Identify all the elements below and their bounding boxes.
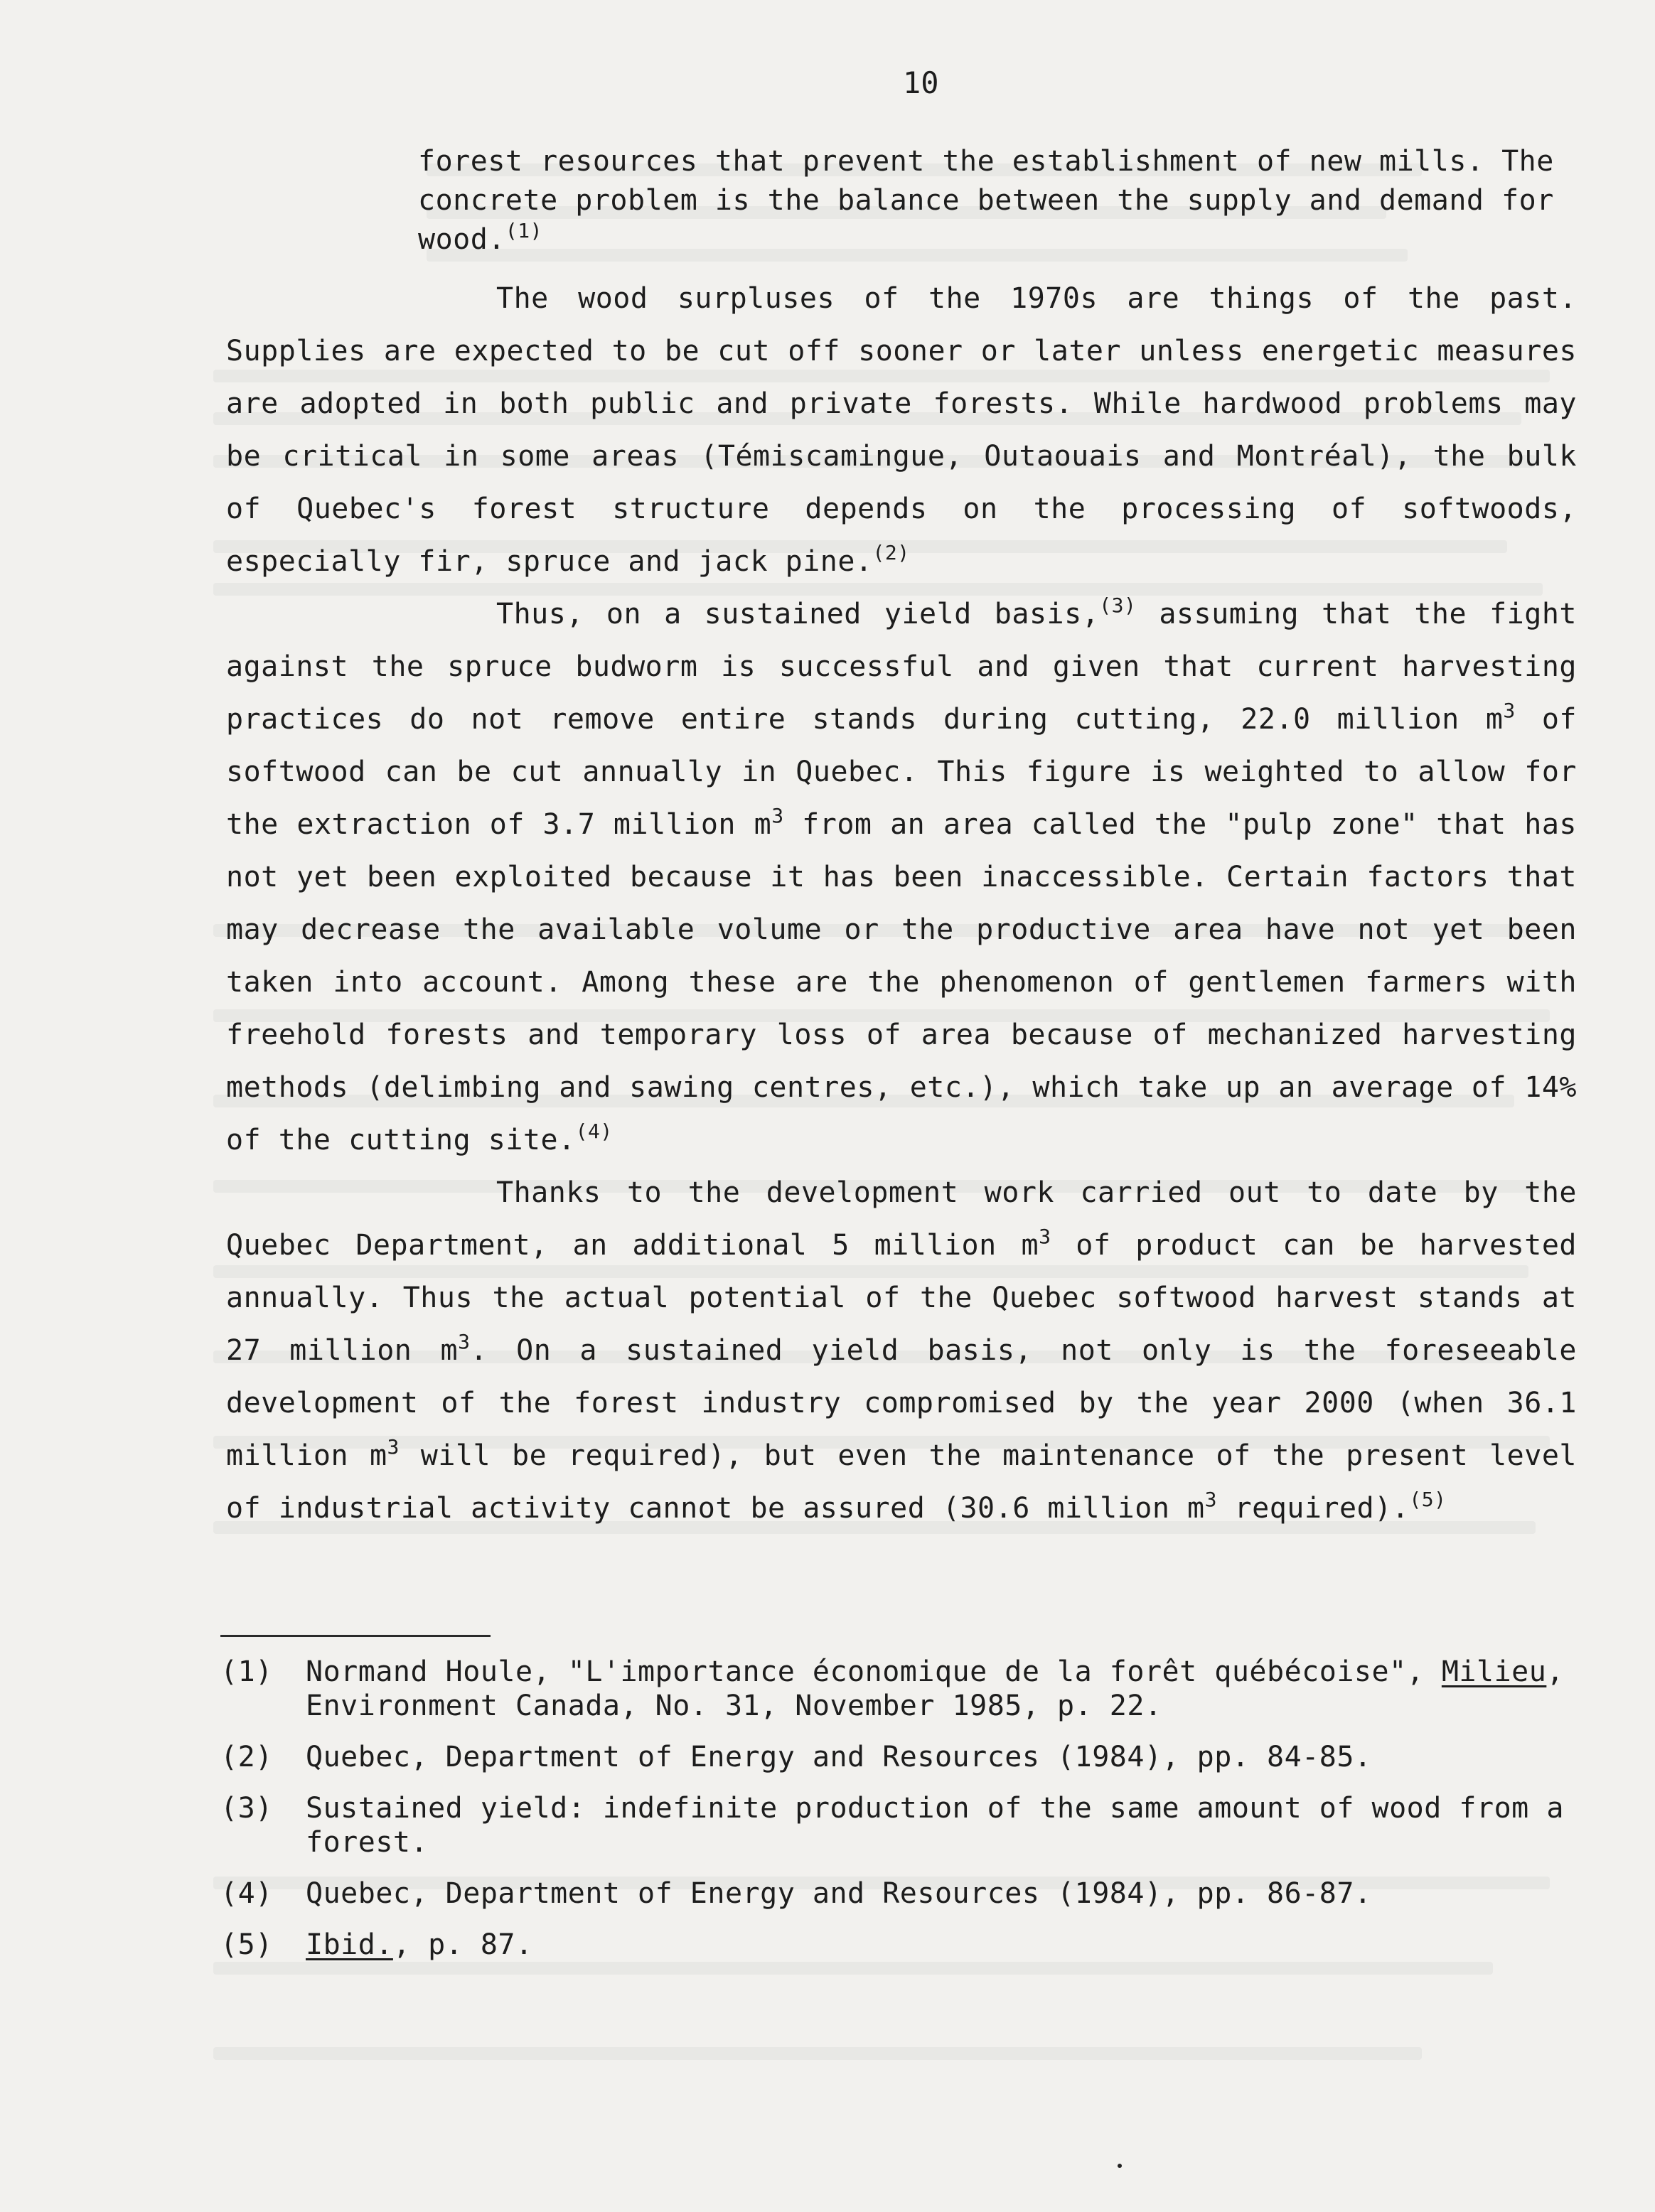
footnote-number: (5) [220, 1928, 273, 1961]
footnote [220, 1740, 1571, 1774]
footnote-text-part: Normand Houle, "L'importance économique de la forêt québécoise", [306, 1655, 1442, 1688]
footnote-number: (2) [220, 1741, 273, 1773]
footnote-number: (1) [220, 1655, 273, 1688]
footnote [220, 1877, 1571, 1911]
superscript-cubed: 3 [1204, 1488, 1217, 1511]
paragraph-text: will be required), but even the maintenance of the present level of industrial activity cannot be assured (30.6 million m [226, 1439, 1577, 1525]
footnote-text-part: Sustained yield: indefinite production of the same amount of wood from a forest. [306, 1792, 1564, 1859]
paragraph-text: of softwood can be cut annually in Quebec. This figure is weighted to allow for the extraction of 3.7 million m [226, 703, 1578, 841]
paragraph-wood-surpluses [226, 272, 1577, 588]
superscript-cubed: 3 [458, 1330, 471, 1353]
footnotes [220, 1655, 1571, 1979]
paragraph-text: assuming that the fight against the spruce budworm is successful and given that current harvesting practices do not remove entire stands during cutting, 22.0 million m [226, 598, 1578, 736]
footnote-number: (3) [220, 1792, 273, 1825]
paragraph-text: from an area called the "pulp zone" that has not yet been exploited because it has been inaccessible. Certain factors that may decrease the available volume or the productive area have not yet been taken into account. Among these are the phenomenon of gentlemen farmers with freehold forests and temporary loss of area because of mechanized harvesting methods (delimbing and sawing centres, etc.), which take up an average of 14% of the cutting site. [226, 808, 1577, 1156]
footnote-text-part: , Environment Canada, No. 31, November 1985, p. 22. [306, 1655, 1564, 1722]
footnote-separator-rule [220, 1635, 491, 1637]
paragraph-text: Thus, on a sustained yield basis, [496, 598, 1100, 630]
footnote [220, 1655, 1571, 1723]
footnote-marker: (1) [505, 219, 542, 242]
paragraph-text: . On a sustained yield basis, not only is the foreseeable development of the forest industry compromised by the year 2000 (when 36.1 million m [226, 1334, 1577, 1472]
footnote-marker: (2) [872, 541, 910, 564]
footnote-underlined-title: Ibid. [306, 1928, 393, 1961]
superscript-cubed: 3 [1503, 699, 1516, 722]
footnote-text-part: Quebec, Department of Energy and Resources (1984), pp. 86-87. [306, 1877, 1372, 1910]
footnote [220, 1928, 1571, 1962]
footnote-number: (4) [220, 1877, 273, 1910]
paragraph-continued [226, 142, 1577, 259]
footnote [220, 1791, 1571, 1859]
paragraph-text: required). [1216, 1492, 1410, 1525]
footnote-marker: (5) [1409, 1488, 1447, 1511]
paragraph-text: The wood surpluses of the 1970s are things of the past. Supplies are expected to be cut off sooner or later unless energetic measures are adopted in both public and private forests. While hardwood problems may be critical in some areas (Témiscamingue, Outaouais and Montréal), the bulk of Quebec's forest structure depends on the processing of softwoods, especially fir, spruce and jack pine. [226, 282, 1577, 578]
footnote-text [306, 1655, 1571, 1723]
superscript-cubed: 3 [1039, 1225, 1051, 1248]
footnote-text [306, 1791, 1571, 1859]
paragraph-sustained-yield [226, 588, 1577, 1166]
paragraph-text: forest resources that prevent the establishment of new mills. The concrete problem is the balance between the supply and demand for wood. [418, 145, 1554, 256]
page-number: 10 [903, 65, 939, 100]
footnote-text-part: Quebec, Department of Energy and Resources (1984), pp. 84-85. [306, 1741, 1372, 1773]
footnote-text [306, 1877, 1571, 1911]
superscript-cubed: 3 [387, 1435, 400, 1459]
footnote-text-part: , p. 87. [392, 1928, 533, 1961]
footnote-text [306, 1928, 1571, 1962]
footnote-marker: (3) [1099, 594, 1137, 617]
paragraph-text: of product can be harvested annually. Thus the actual potential of the Quebec softwood harvest stands at 27 million m [226, 1229, 1578, 1367]
body-text [226, 142, 1577, 1535]
paragraph-development-work [226, 1166, 1577, 1535]
footnote-underlined-title: Milieu [1441, 1655, 1547, 1688]
paper-speck [1118, 2164, 1122, 2168]
superscript-cubed: 3 [771, 804, 784, 827]
footnote-marker: (4) [575, 1120, 613, 1143]
footnote-text [306, 1740, 1571, 1774]
paragraph-text: Thanks to the development work carried out to date by the Quebec Department, an additional 5 million m [226, 1176, 1577, 1262]
